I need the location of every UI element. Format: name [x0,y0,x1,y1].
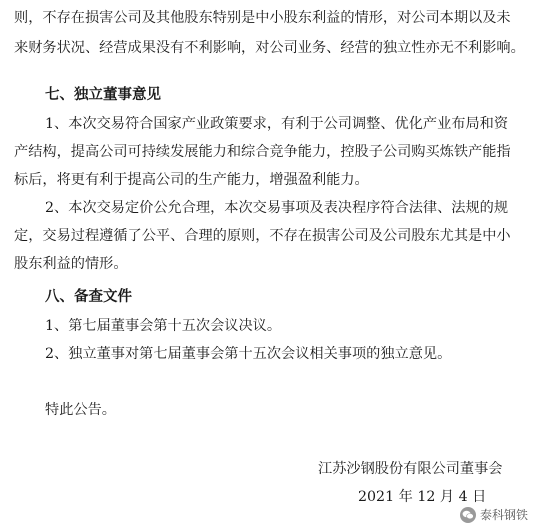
paragraph-line: 标后，将更有利于提高公司的生产能力，增强盈利能力。 [14,172,369,188]
section-heading-7: 七、独立董事意见 [45,87,161,103]
paragraph-line: 1、第七届董事会第十五次会议决议。 [45,318,282,334]
closing-line: 特此公告。 [45,402,116,418]
paragraph-line: 定，交易过程遵循了公平、合理的原则，不存在损害公司及公司股东尤其是中小 [14,228,511,244]
paragraph-line: 产结构，提高公司可持续发展能力和综合竞争能力，控股子公司购买炼铁产能指 [14,144,511,160]
paragraph-line: 则，不存在损害公司及其他股东特别是中小股东利益的情形，对公司本期以及未 [14,10,511,26]
wechat-watermark [456,505,532,524]
paragraph-line: 1、本次交易符合国家产业政策要求，有利于公司调整、优化产业布局和资 [45,116,509,132]
section-heading-8: 八、备查文件 [45,289,132,305]
wechat-icon [460,507,476,523]
paragraph-line: 2、本次交易定价公允合理，本次交易事项及表决程序符合法律、法规的规 [45,200,509,216]
paragraph-line: 来财务状况、经营成果没有不利影响，对公司业务、经营的独立性亦无不利影响。 [14,40,525,56]
signature-company: 江苏沙钢股份有限公司董事会 [318,461,503,477]
paragraph-line: 股东利益的情形。 [14,256,128,272]
paragraph-line: 2、独立董事对第七届董事会第十五次会议相关事项的独立意见。 [45,346,452,362]
signature-date: 2021 年 12 月 4 日 [358,489,487,505]
watermark-text: 泰科钢铁 [479,508,528,522]
